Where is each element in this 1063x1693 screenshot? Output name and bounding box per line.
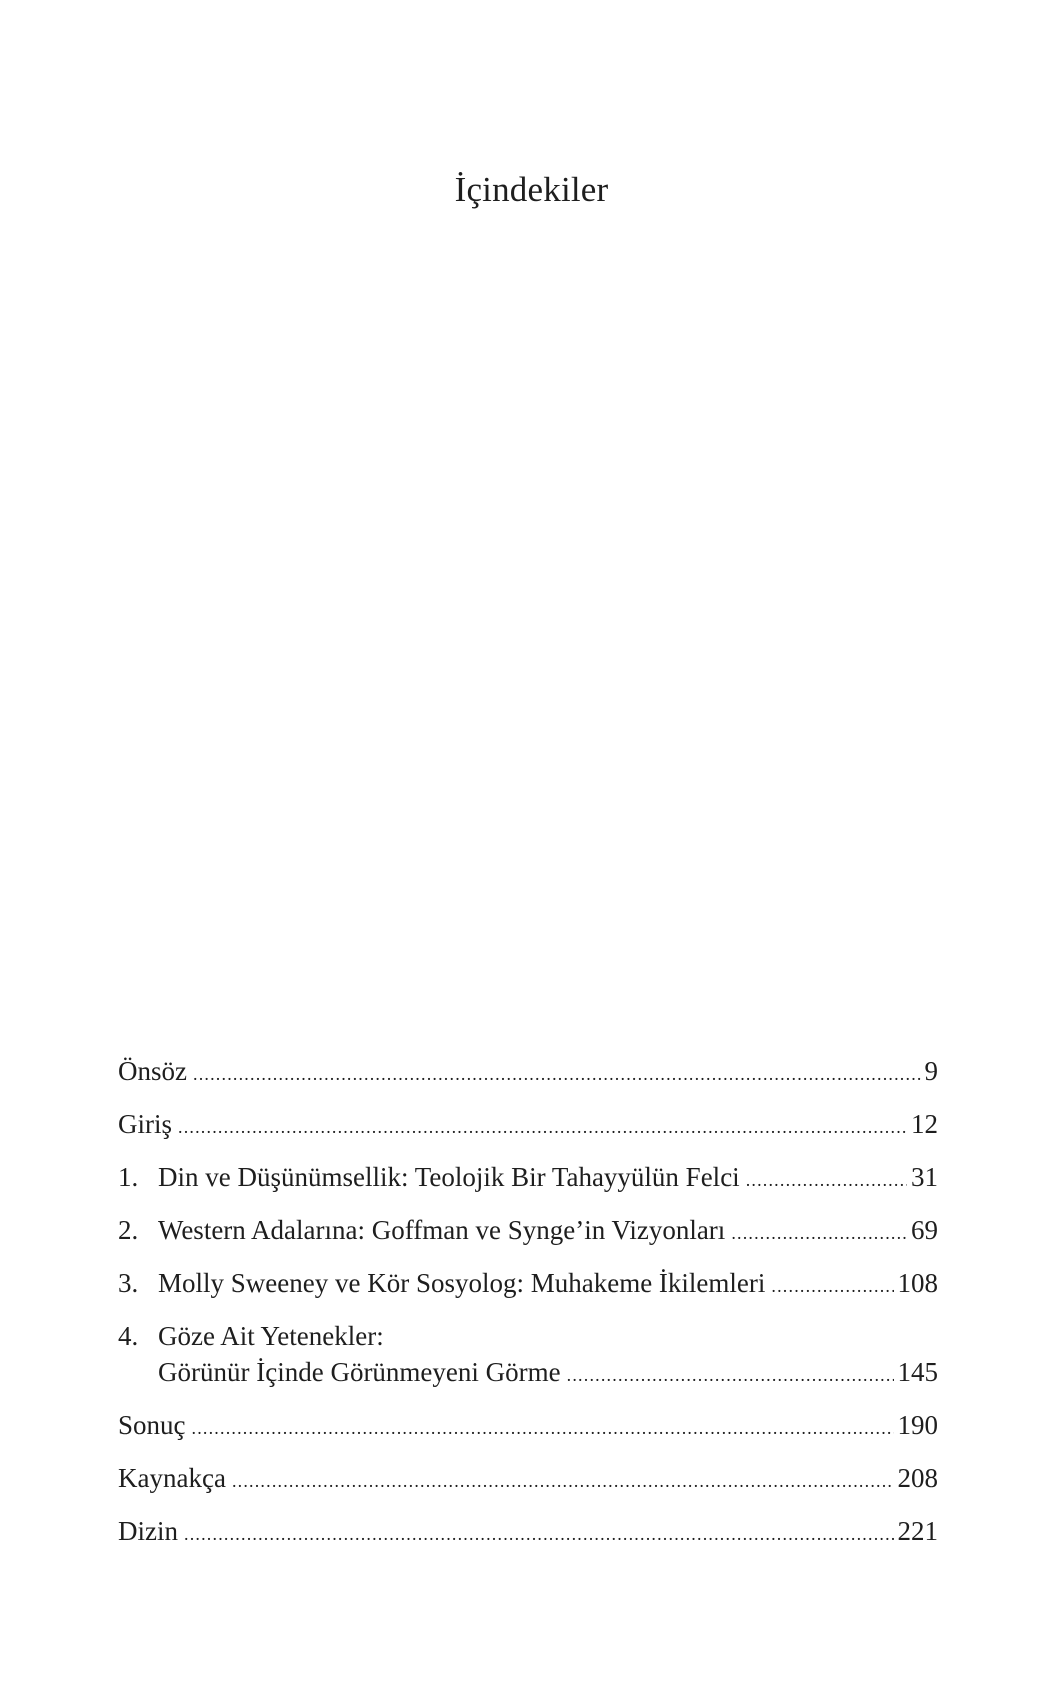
dot-leader — [731, 1215, 907, 1251]
toc-entry-bibliography — [118, 1460, 938, 1499]
toc-entry-page: 190 — [897, 1410, 938, 1440]
toc-entry-label: Western Adalarına: Goffman ve Synge’in Vizyonları — [158, 1215, 726, 1245]
toc-entry-label: Önsöz — [118, 1056, 187, 1086]
toc-entry-preface — [118, 1053, 938, 1092]
toc-entry-page: 221 — [897, 1516, 938, 1546]
toc-entry-label: Sonuç — [118, 1410, 186, 1440]
toc-entry-number: 3. — [118, 1268, 139, 1298]
toc-entry-chapter-4-continued — [118, 1354, 938, 1393]
toc-entry-index — [118, 1513, 938, 1552]
toc-entry-label: Göze Ait Yetenekler: — [158, 1321, 384, 1351]
toc-entry-chapter-4 — [118, 1318, 938, 1354]
dot-leader — [193, 1056, 921, 1092]
toc-entry-number: 2. — [118, 1215, 139, 1245]
toc-entry-page: 108 — [897, 1268, 938, 1298]
toc-entry-label: Kaynakça — [118, 1463, 226, 1493]
toc-entry-page: 12 — [911, 1109, 938, 1139]
toc-entry-label: Dizin — [118, 1516, 178, 1546]
toc-entry-label: Giriş — [118, 1109, 172, 1139]
toc-entry-label-line2: Görünür İçinde Görünmeyeni Görme — [158, 1357, 561, 1387]
toc-entry-chapter-1 — [118, 1159, 938, 1198]
dot-leader — [771, 1268, 893, 1304]
toc-entry-number: 1. — [118, 1162, 139, 1192]
page-title: İçindekiler — [454, 170, 609, 209]
table-of-contents — [118, 1053, 938, 1552]
toc-entry-introduction — [118, 1106, 938, 1145]
dot-leader — [184, 1516, 894, 1552]
toc-entry-page: 31 — [911, 1162, 938, 1192]
toc-entry-chapter-2 — [118, 1212, 938, 1251]
dot-leader — [192, 1410, 894, 1446]
toc-entry-chapter-3 — [118, 1265, 938, 1304]
toc-entry-conclusion — [118, 1407, 938, 1446]
toc-entry-label: Din ve Düşünümsellik: Teolojik Bir Tahayyülün Felci — [158, 1162, 740, 1192]
dot-leader — [178, 1109, 907, 1145]
toc-entry-page: 145 — [897, 1357, 938, 1387]
dot-leader — [232, 1463, 894, 1499]
toc-entry-page: 208 — [897, 1463, 938, 1493]
toc-entry-number: 4. — [118, 1321, 139, 1351]
dot-leader — [567, 1357, 894, 1393]
toc-entry-label: Molly Sweeney ve Kör Sosyolog: Muhakeme İkilemleri — [158, 1268, 766, 1298]
toc-entry-page: 69 — [911, 1215, 938, 1245]
toc-entry-page: 9 — [924, 1056, 938, 1086]
dot-leader — [746, 1162, 907, 1198]
